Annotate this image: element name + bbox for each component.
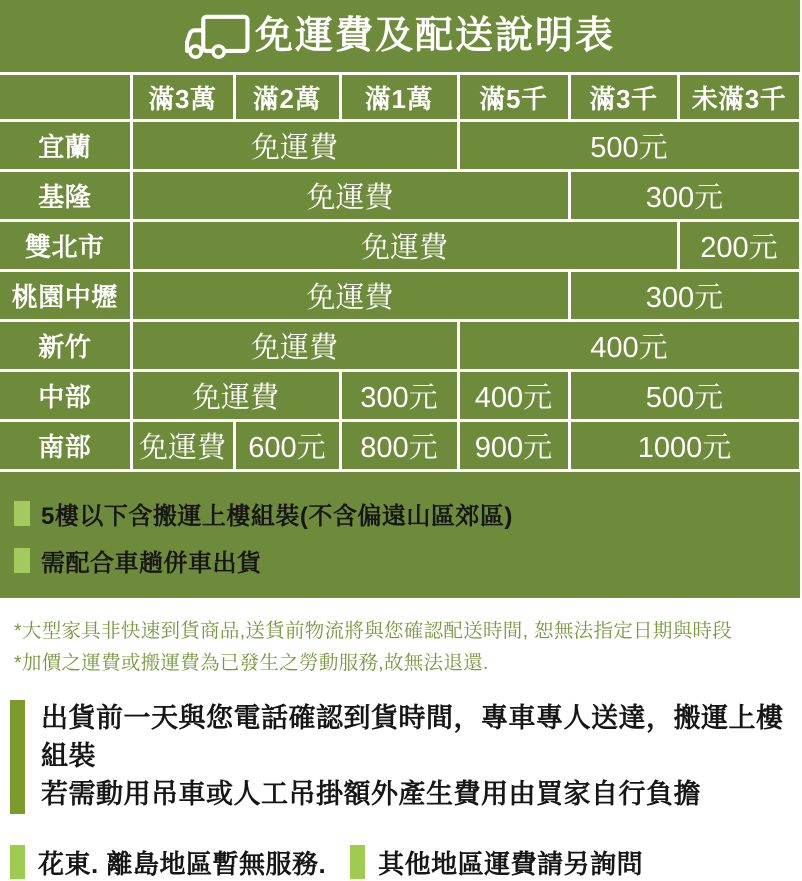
title-bar <box>0 0 800 72</box>
table-row-central <box>0 371 800 421</box>
fee-cell: 900元 <box>458 421 569 471</box>
vertical-bar-icon <box>10 700 25 813</box>
row-label: 基隆 <box>0 171 131 221</box>
table-header-row <box>0 74 800 121</box>
fee-cell: 400元 <box>458 371 569 421</box>
fee-cell: 免運費 <box>131 221 678 271</box>
shipping-fee-table <box>0 72 802 472</box>
delivery-note-line: 若需動用吊車或人工吊掛額外產生費用由買家自行負擔 <box>41 778 701 809</box>
col-header: 滿5千 <box>458 74 569 121</box>
table-row-hsinchu <box>0 321 800 371</box>
col-header: 滿3萬 <box>131 74 234 121</box>
col-header: 未滿3千 <box>678 74 800 121</box>
fee-cell: 200元 <box>678 221 800 271</box>
table-row-keelung <box>0 171 800 221</box>
fee-cell: 免運費 <box>131 421 234 471</box>
square-bullet-icon <box>14 501 30 526</box>
fee-cell: 免運費 <box>131 171 569 221</box>
row-label: 桃園中壢 <box>0 271 131 321</box>
row-label: 宜蘭 <box>0 121 131 171</box>
fee-cell: 免運費 <box>131 371 340 421</box>
col-header: 滿1萬 <box>340 74 458 121</box>
fee-cell: 300元 <box>340 371 458 421</box>
fine-print-line: *加價之運費或搬運費為已發生之勞動服務,故無法退還. <box>14 652 489 675</box>
col-header: 滿2萬 <box>234 74 340 121</box>
bottom-note <box>350 844 643 881</box>
delivery-note-text <box>41 700 790 813</box>
note-text: 5樓以下含搬運上樓組裝(不含偏遠山區郊區) <box>41 503 513 530</box>
table-row-taoyuan <box>0 271 800 321</box>
row-label: 雙北市 <box>0 221 131 271</box>
fee-cell: 300元 <box>569 271 800 321</box>
fee-cell: 免運費 <box>131 321 458 371</box>
bottom-note <box>10 844 326 881</box>
square-bullet-icon <box>14 548 30 573</box>
note-row <box>14 496 790 531</box>
row-label: 新竹 <box>0 321 131 371</box>
row-label: 南部 <box>0 421 131 471</box>
fee-cell: 400元 <box>458 321 800 371</box>
bottom-note-text: 其他地區運費請另詢問 <box>378 848 644 879</box>
bottom-notes-section <box>10 844 790 881</box>
square-bullet-icon <box>10 845 25 879</box>
fee-cell: 600元 <box>234 421 340 471</box>
fee-cell: 1000元 <box>569 421 800 471</box>
fee-cell: 免運費 <box>131 121 458 171</box>
page-title: 免運費及配送說明表 <box>254 15 615 57</box>
table-row-yilan <box>0 121 800 171</box>
delivery-note-line: 出貨前一天與您電話確認到貨時間，專車專人送達，搬運上樓組裝 <box>41 703 784 772</box>
note-text: 需配合車趟併車出貨 <box>41 550 262 577</box>
row-label: 中部 <box>0 371 131 421</box>
table-row-south <box>0 421 800 471</box>
fee-cell: 500元 <box>569 371 800 421</box>
fine-print-line: *大型家具非快速到貨商品,送貨前物流將與您確認配送時間, 恕無法指定日期與時段 <box>14 620 733 642</box>
table-row-taipei <box>0 221 800 271</box>
fee-cell: 免運費 <box>131 271 569 321</box>
col-header-empty <box>0 74 131 121</box>
delivery-truck-icon <box>185 13 251 63</box>
fee-cell: 800元 <box>340 421 458 471</box>
fine-print-section <box>14 615 794 679</box>
green-notes-section <box>0 472 800 598</box>
square-bullet-icon <box>350 845 365 879</box>
fee-cell: 300元 <box>569 171 800 221</box>
note-row <box>14 543 790 578</box>
fee-cell: 500元 <box>458 121 800 171</box>
bottom-note-text: 花東. 離島地區暫無服務. <box>38 848 327 879</box>
delivery-note <box>10 700 790 813</box>
col-header: 滿3千 <box>569 74 678 121</box>
